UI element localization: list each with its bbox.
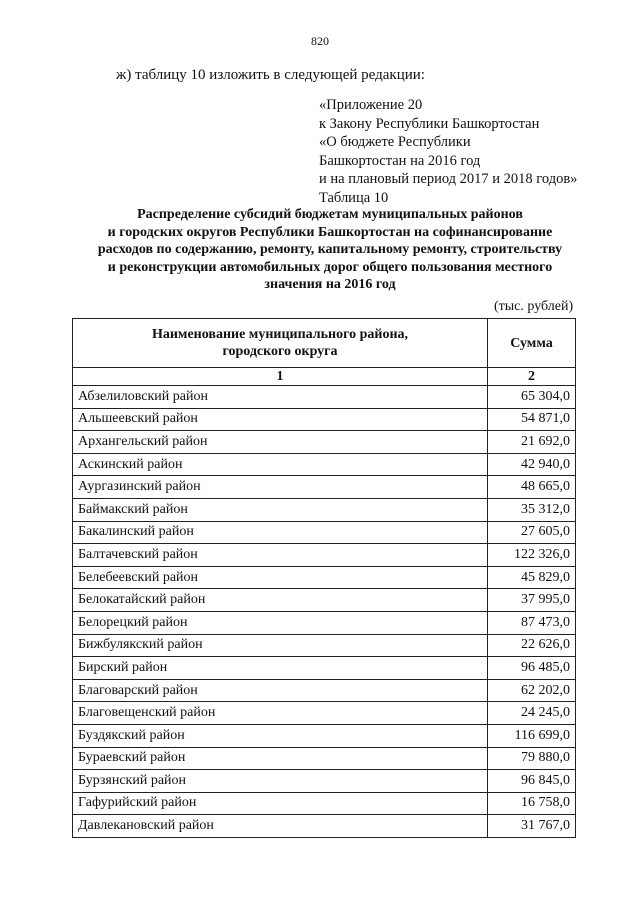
table-row: [73, 544, 576, 567]
subsidy-sum: 31 767,0: [488, 815, 576, 838]
subsidy-sum: 16 758,0: [488, 792, 576, 815]
table-row: [73, 498, 576, 521]
table-row: [73, 747, 576, 770]
units-label: (тыс. рублей): [494, 299, 574, 314]
subsidy-sum: 96 845,0: [488, 770, 576, 793]
intro-line: ж) таблицу 10 изложить в следующей редакции:: [116, 67, 425, 83]
table-row: [73, 792, 576, 815]
table-row: [73, 386, 576, 409]
table-row: [73, 634, 576, 657]
table-label: Таблица 10: [319, 189, 389, 206]
subsidy-sum: 79 880,0: [488, 747, 576, 770]
table-row: [73, 724, 576, 747]
header-sum: Сумма: [488, 319, 576, 368]
table-row: [73, 566, 576, 589]
district-name: Белокатайский район: [73, 589, 488, 612]
appendix-line: Башкортостан на 2016 год: [319, 152, 481, 169]
district-name: Давлекановский район: [73, 815, 488, 838]
subsidy-sum: 116 699,0: [488, 724, 576, 747]
appendix-line: к Закону Республики Башкортостан: [319, 115, 540, 132]
table-header-row: [73, 319, 576, 368]
district-name: Благовещенский район: [73, 702, 488, 725]
subsidy-sum: 42 940,0: [488, 453, 576, 476]
subsidy-sum: 22 626,0: [488, 634, 576, 657]
subsidy-sum: 27 605,0: [488, 521, 576, 544]
district-name: Балтачевский район: [73, 544, 488, 567]
column-number: 2: [488, 368, 576, 386]
district-name: Белорецкий район: [73, 611, 488, 634]
appendix-line: «О бюджете Республики: [319, 134, 471, 150]
district-name: Благоварский район: [73, 679, 488, 702]
table-row: [73, 521, 576, 544]
subsidy-sum: 45 829,0: [488, 566, 576, 589]
table-row: [73, 679, 576, 702]
district-name: Белебеевский район: [73, 566, 488, 589]
header-name: [73, 319, 488, 368]
title-line: расходов по содержанию, ремонту, капитальному ремонту, строительству: [97, 242, 563, 257]
table-row: [73, 453, 576, 476]
subsidy-sum: 24 245,0: [488, 702, 576, 725]
table-row: [73, 431, 576, 454]
district-name: Аскинский район: [73, 453, 488, 476]
table-row: [73, 589, 576, 612]
table-row: [73, 657, 576, 680]
title-line: значения на 2016 год: [264, 277, 396, 292]
table-row: [73, 611, 576, 634]
page-number: 820: [311, 34, 329, 48]
title-line: Распределение субсидий бюджетам муниципальных районов: [137, 207, 523, 222]
subsidy-sum: 21 692,0: [488, 431, 576, 454]
subsidy-sum: 48 665,0: [488, 476, 576, 499]
table-row: [73, 408, 576, 431]
subsidy-sum: 62 202,0: [488, 679, 576, 702]
appendix-line: «Приложение 20: [319, 97, 423, 113]
district-name: Альшеевский район: [73, 408, 488, 431]
subsidy-sum: 65 304,0: [488, 386, 576, 409]
column-number: 1: [73, 368, 488, 386]
district-name: Бакалинский район: [73, 521, 488, 544]
table-row: [73, 702, 576, 725]
subsidy-sum: 54 871,0: [488, 408, 576, 431]
district-name: Бирский район: [73, 657, 488, 680]
subsidy-sum: 122 326,0: [488, 544, 576, 567]
column-number-row: [73, 368, 576, 386]
district-name: Бижбулякский район: [73, 634, 488, 657]
appendix-block: [319, 96, 577, 207]
table-row: [73, 770, 576, 793]
district-name: Гафурийский район: [73, 792, 488, 815]
document-title: [70, 206, 590, 294]
district-name: Абзелиловский район: [73, 386, 488, 409]
title-line: и городских округов Республики Башкортостан на софинансирование: [107, 224, 553, 240]
district-name: Бураевский район: [73, 747, 488, 770]
appendix-line: и на плановый период 2017 и 2018 годов»: [319, 171, 578, 187]
district-name: Буздякский район: [73, 724, 488, 747]
table-row: [73, 476, 576, 499]
district-name: Бурзянский район: [73, 770, 488, 793]
subsidy-sum: 37 995,0: [488, 589, 576, 612]
table-row: [73, 815, 576, 838]
district-name: Баймакский район: [73, 498, 488, 521]
header-name-text: Наименование муниципального района, городского округа: [151, 327, 409, 359]
title-line: и реконструкции автомобильных дорог общего пользования местного: [107, 259, 553, 275]
table-body: [73, 386, 576, 838]
district-name: Аургазинский район: [73, 476, 488, 499]
subsidy-table: [72, 318, 576, 838]
subsidy-sum: 35 312,0: [488, 498, 576, 521]
district-name: Архангельский район: [73, 431, 488, 454]
subsidy-sum: 87 473,0: [488, 611, 576, 634]
subsidy-sum: 96 485,0: [488, 657, 576, 680]
